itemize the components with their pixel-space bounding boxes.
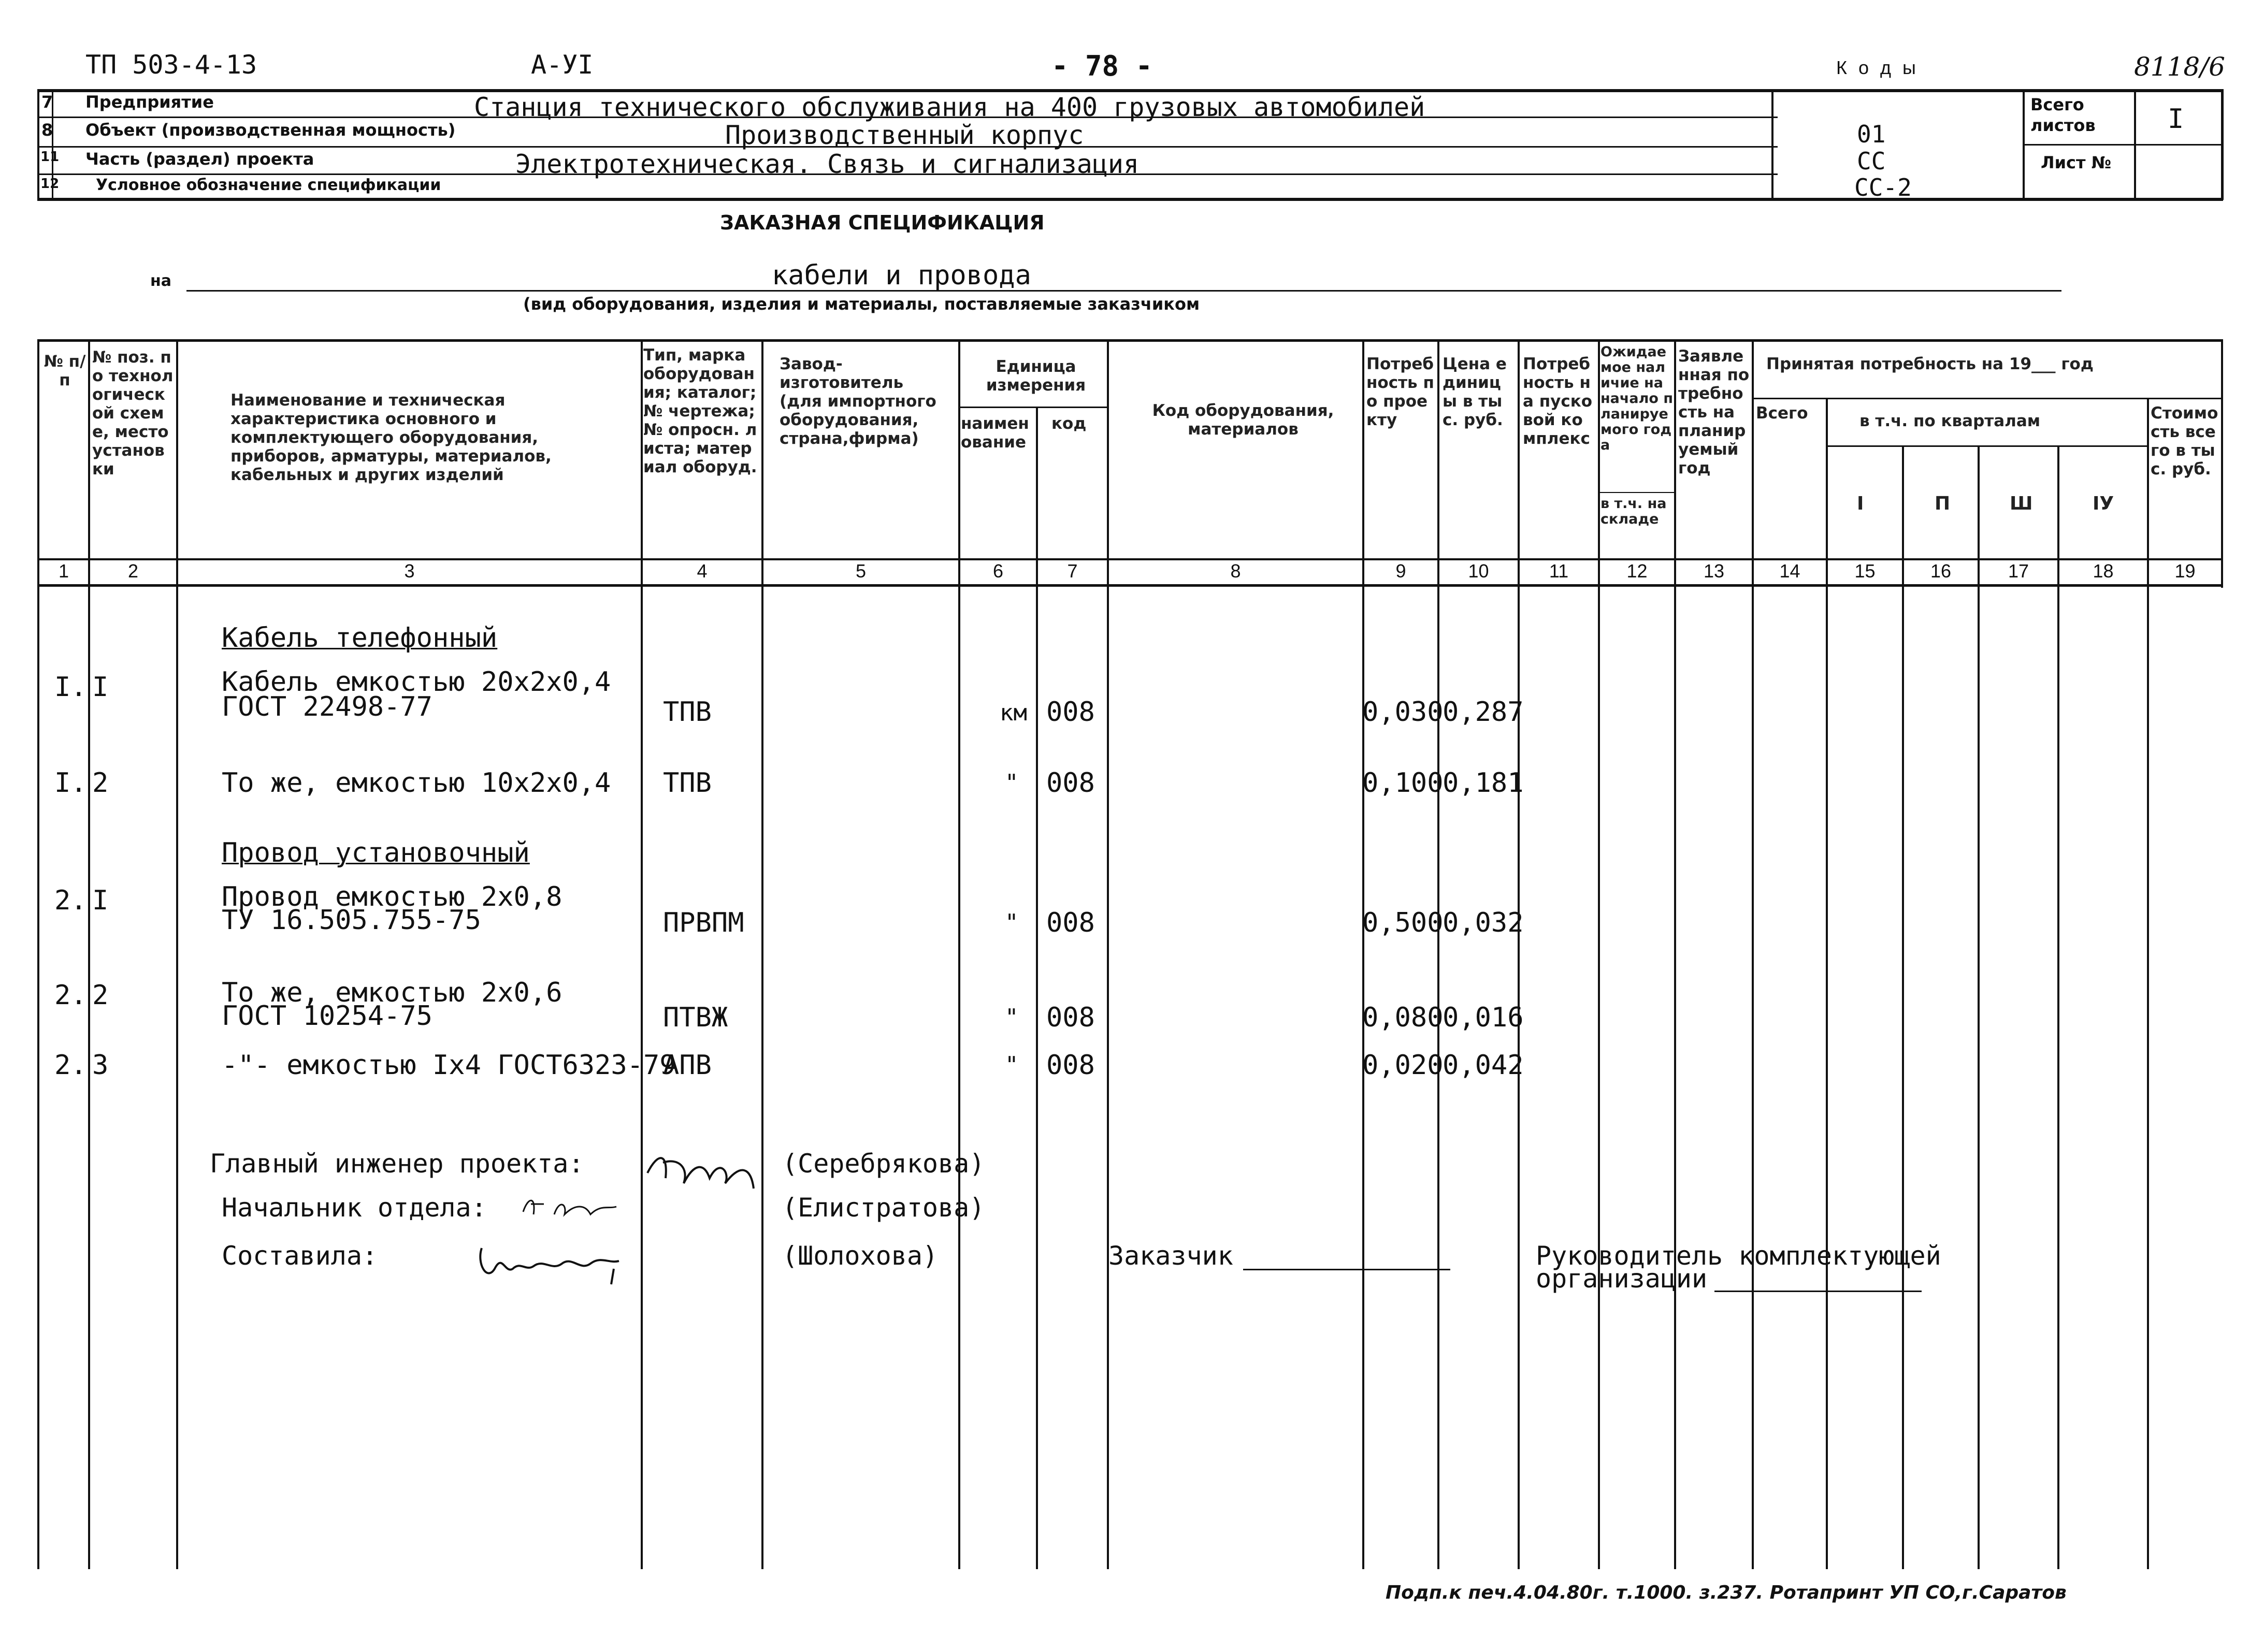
total-sheets-value: I xyxy=(2168,104,2184,135)
hdr-designation-code: СС-2 xyxy=(1854,173,1912,201)
row-price: 0,016 xyxy=(1443,1002,1524,1033)
col-header-14-18: Принятая потребность на 19___ год xyxy=(1766,355,2094,373)
row-unit: км xyxy=(1000,700,1027,726)
row-pos-minor: 3 xyxy=(92,1050,109,1081)
subject-value: кабели и провода xyxy=(772,260,1031,291)
hdr-enterprise-value: Станция технического обслуживания на 400 грузовых автомобилей xyxy=(474,92,1425,122)
col-header-1: № п/п xyxy=(44,352,86,389)
signature-name-compiled: (Шолохова) xyxy=(782,1241,939,1271)
row-pos-minor: 2 xyxy=(92,980,109,1011)
hdr-row-label-designation: Условное обозначение спецификации xyxy=(96,176,441,194)
row-type: ТПВ xyxy=(663,697,712,728)
row-name-line1: То же, емкостью 10х2х0,4 xyxy=(222,767,611,799)
col-header-6-7: Единица измерения xyxy=(986,357,1086,395)
col-number-3: 3 xyxy=(404,560,415,582)
col-header-10: Цена единицы в тыс. руб. xyxy=(1443,355,1507,429)
row-pos-minor: I xyxy=(92,885,109,916)
hdr-row-label-enterprise: Предприятие xyxy=(85,92,214,112)
row-price: 0,042 xyxy=(1443,1050,1524,1081)
row-unit: " xyxy=(1005,1004,1019,1031)
row-unit: " xyxy=(1005,770,1019,796)
col-header-15-18: в т.ч. по кварталам xyxy=(1859,412,2041,430)
col-header-8: Код оборудования, материалов xyxy=(1152,401,1334,439)
on-label: на xyxy=(150,272,171,290)
signature-scribble-chief xyxy=(642,1142,761,1199)
supplier-label-line2: организации xyxy=(1536,1264,1708,1294)
row-name-line1: Провод емкостью 2х0,8 xyxy=(222,881,563,912)
row-type: ПРВПМ xyxy=(663,907,744,938)
col-header-q4: IУ xyxy=(2093,493,2114,514)
supplier-signature-line xyxy=(1714,1291,1922,1292)
row-type: АПВ xyxy=(663,1050,712,1081)
col-header-7: код xyxy=(1051,414,1087,433)
col-number-11: 11 xyxy=(1549,560,1569,582)
subject-note: (вид оборудования, изделия и материалы, поставляемые заказчиком xyxy=(523,294,1200,314)
row-name-line2: ТУ 16.505.755-75 xyxy=(222,905,481,936)
signature-role-chief-engineer: Главный инженер проекта: xyxy=(210,1149,584,1179)
col-header-11: Потребность на пусковой комплекс xyxy=(1523,355,1593,448)
hdr-part-value: Электротехническая. Связь и сигнализация xyxy=(515,149,1140,179)
total-sheets-label: Всего листов xyxy=(2030,95,2096,135)
col-number-15: 15 xyxy=(1854,560,1876,582)
col-number-2: 2 xyxy=(127,560,139,582)
col-header-5: Завод-изготовитель (для импортного оборудования, страна,фирма) xyxy=(780,355,936,448)
signature-name-head-dept: (Елистратова) xyxy=(782,1193,985,1223)
hdr-object-code: 01 xyxy=(1857,120,1886,148)
row-name-line1: -"- емкостью Iх4 ГОСТ6323-79 xyxy=(222,1050,676,1081)
row-unit-code: 008 xyxy=(1046,767,1095,799)
signature-scribble-compiled xyxy=(474,1233,629,1289)
row-price: 0,181 xyxy=(1443,767,1524,799)
col-number-7: 7 xyxy=(1067,560,1078,582)
col-number-1: 1 xyxy=(58,560,69,582)
row-pos-major: 2. xyxy=(54,980,87,1011)
col-number-17: 17 xyxy=(2008,560,2029,582)
subject-underline xyxy=(186,290,2061,292)
hdr-row-label-object: Объект (производственная мощность) xyxy=(85,120,456,140)
col-header-6: наименование xyxy=(961,414,1029,452)
row-unit-code: 008 xyxy=(1046,907,1095,938)
col-header-14: Всего xyxy=(1756,404,1808,423)
page-number: - 78 - xyxy=(1051,50,1153,82)
col-header-13: Заявленная потребность на планируемый год xyxy=(1678,347,1750,477)
row-pos-major: 2. xyxy=(54,885,87,916)
col-number-12: 12 xyxy=(1626,560,1648,582)
row-need: 0,030 xyxy=(1362,697,1444,728)
col-header-q3: Ш xyxy=(2010,493,2033,514)
col-number-4: 4 xyxy=(697,560,708,582)
row-price: 0,032 xyxy=(1443,907,1524,938)
col-header-19: Стоимость всего в тыс. руб. xyxy=(2151,404,2218,479)
print-footer: Подп.к печ.4.04.80г. т.1000. з.237. Ротапринт УП СО,г.Саратов xyxy=(1386,1582,2067,1603)
section-title: Провод установочный xyxy=(222,837,530,868)
col-header-12b: в т.ч. на складе xyxy=(1600,496,1667,527)
row-type: ТПВ xyxy=(663,767,712,799)
col-header-2: № поз. по технологической схеме, место установки xyxy=(92,348,174,479)
hdr-row-label-part: Часть (раздел) проекта xyxy=(85,149,314,169)
row-name-line1: То же, емкостью 2х0,6 xyxy=(222,977,563,1008)
col-number-10: 10 xyxy=(1468,560,1489,582)
col-number-19: 19 xyxy=(2174,560,2196,582)
signature-scribble-head xyxy=(518,1189,622,1225)
project-code: ТП 503-4-13 xyxy=(85,50,257,80)
row-name-line2: ГОСТ 22498-77 xyxy=(222,691,432,722)
row-price: 0,287 xyxy=(1443,697,1524,728)
hdr-row-num-12: 12 xyxy=(40,176,60,192)
row-name-line2: ГОСТ 10254-75 xyxy=(222,1001,432,1032)
row-need: 0,020 xyxy=(1362,1050,1444,1081)
col-header-9: Потребность по проекту xyxy=(1366,355,1434,429)
col-number-6: 6 xyxy=(992,560,1004,582)
doc-number: 8118/6 xyxy=(2134,52,2225,82)
row-pos-major: I. xyxy=(54,672,87,703)
customer-signature-line xyxy=(1243,1269,1450,1270)
supplier-label-line1: Руководитель комплектующей xyxy=(1536,1241,1941,1271)
section-title: Кабель телефонный xyxy=(222,622,498,654)
col-number-8: 8 xyxy=(1230,560,1241,582)
customer-label: Заказчик xyxy=(1108,1241,1233,1271)
hdr-part-code: СС xyxy=(1857,147,1886,175)
sheet-no-label: Лист № xyxy=(2041,153,2112,172)
col-header-4: Тип, марка оборудования; каталог; № чертежа; № опросн. листа; материал оборуд. xyxy=(643,346,757,476)
col-header-12: Ожидаемое наличие на начало планируемого года xyxy=(1600,344,1674,453)
album-code: А-УI xyxy=(531,50,594,80)
signature-role-compiled: Составила: xyxy=(222,1241,378,1271)
col-number-14: 14 xyxy=(1779,560,1800,582)
row-need: 0,100 xyxy=(1362,767,1444,799)
hdr-row-num-11: 11 xyxy=(40,149,60,165)
row-pos-minor: I xyxy=(92,672,109,703)
col-number-13: 13 xyxy=(1703,560,1725,582)
hdr-row-num-8: 8 xyxy=(41,120,53,140)
row-pos-minor: 2 xyxy=(92,767,109,799)
row-name-line1: Кабель емкостью 20х2х0,4 xyxy=(222,666,611,698)
row-unit-code: 008 xyxy=(1046,1002,1095,1033)
row-type: ПТВЖ xyxy=(663,1002,728,1033)
col-number-5: 5 xyxy=(855,560,867,582)
col-number-18: 18 xyxy=(2093,560,2114,582)
row-pos-major: 2. xyxy=(54,1050,87,1081)
col-header-3: Наименование и техническая характеристика основного и комплектующего оборудования, приборов, арматуры, материалов, кабельных и других изделий xyxy=(230,391,552,484)
col-header-q2: П xyxy=(1935,493,1951,514)
col-number-16: 16 xyxy=(1930,560,1952,582)
document-title: ЗАКАЗНАЯ СПЕЦИФИКАЦИЯ xyxy=(720,211,1045,234)
col-number-9: 9 xyxy=(1395,560,1406,582)
row-need: 0,500 xyxy=(1362,907,1444,938)
row-unit-code: 008 xyxy=(1046,697,1095,728)
row-unit: " xyxy=(1005,909,1019,936)
row-pos-major: I. xyxy=(54,767,87,799)
col-header-q1: I xyxy=(1857,493,1864,514)
row-unit: " xyxy=(1005,1052,1019,1078)
hdr-row-num-7: 7 xyxy=(41,92,53,112)
row-unit-code: 008 xyxy=(1046,1050,1095,1081)
row-need: 0,080 xyxy=(1362,1002,1444,1033)
signature-name-chief-engineer: (Серебрякова) xyxy=(782,1149,985,1179)
codes-label: К о д ы xyxy=(1836,57,1919,78)
hdr-object-value: Производственный корпус xyxy=(725,120,1084,150)
signature-role-head-dept: Начальник отдела: xyxy=(222,1193,487,1223)
